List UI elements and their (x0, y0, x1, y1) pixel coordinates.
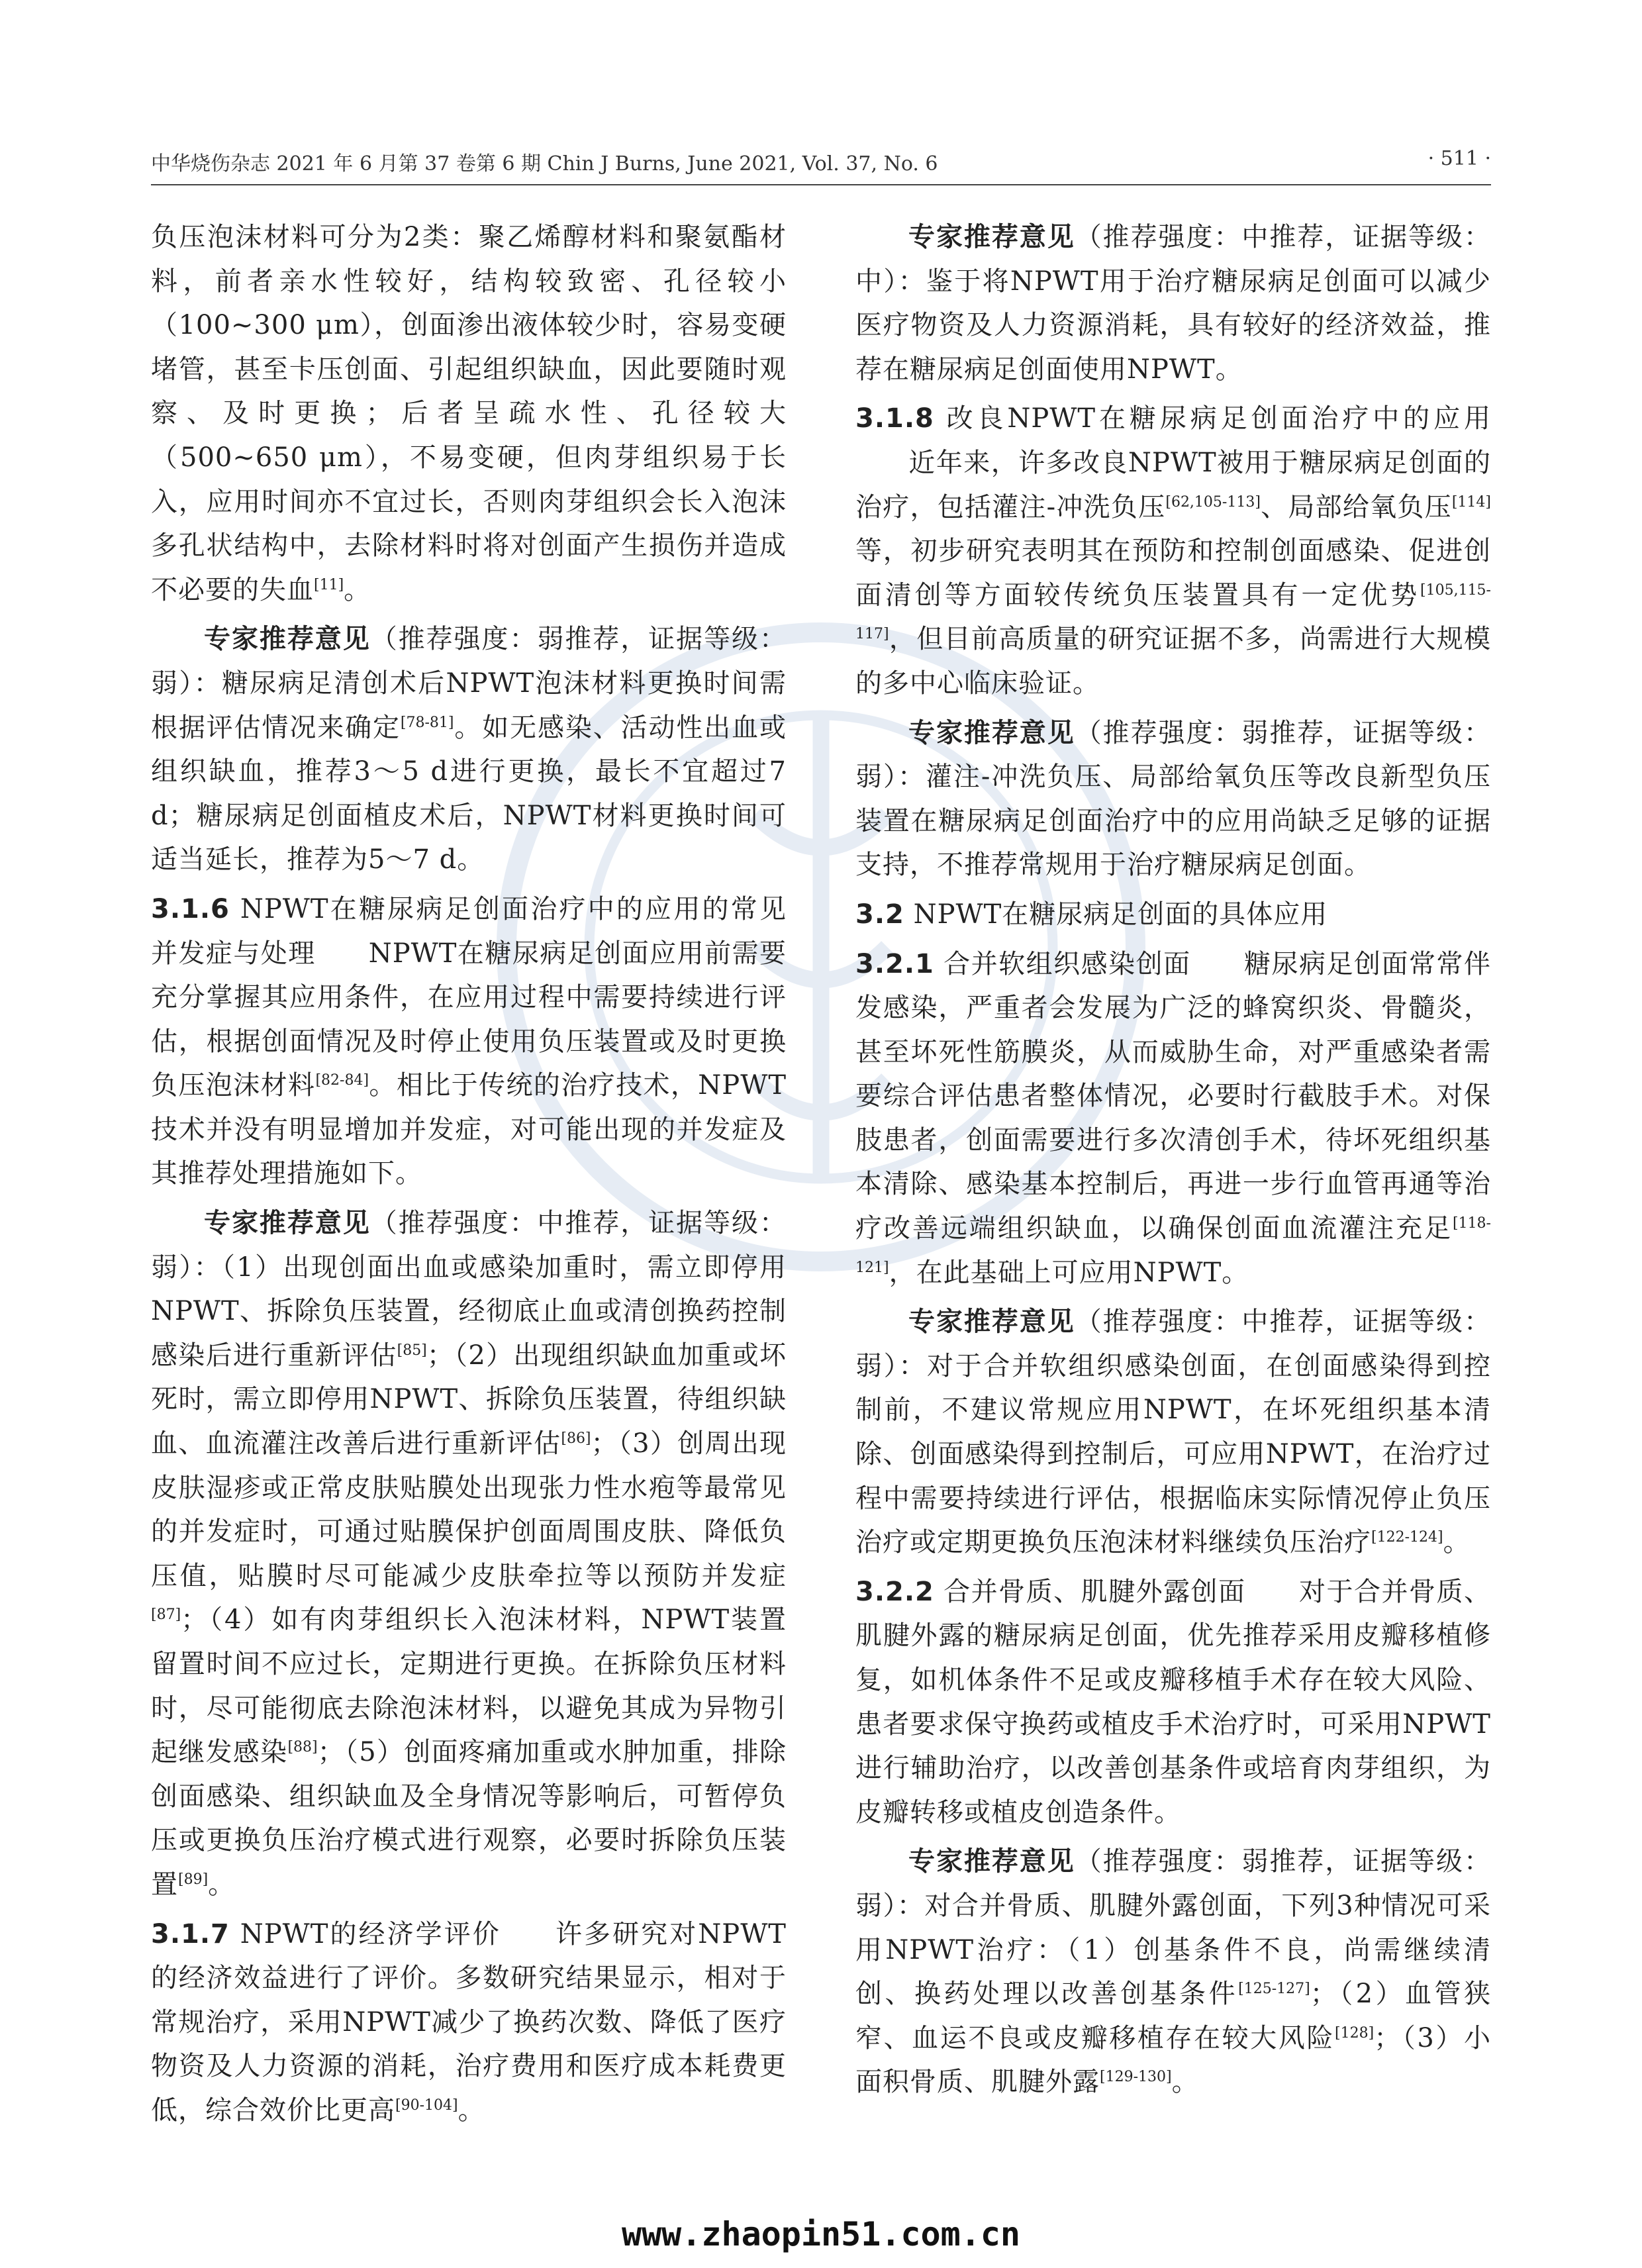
section-title: 合并骨质、肌腱外露创面 (943, 1576, 1246, 1607)
running-header (151, 147, 1491, 180)
section-number: 3.1.7 (151, 1918, 230, 1949)
citation: [11] (314, 576, 344, 593)
citation: [85] (397, 1342, 427, 1359)
section-3-2-heading (855, 893, 1491, 937)
section-title: 合并软组织感染创面 (943, 948, 1191, 979)
citation: [118-121] (855, 1215, 1491, 1276)
footer-url: www.zhaopin51.com.cn (621, 2215, 1021, 2253)
recommendation-label: 专家推荐意见 (908, 717, 1075, 748)
expert-recommendation: 专家推荐意见（推荐强度：弱推荐，证据等级：弱）：糖尿病足清创术后NPWT泡沫材料更换时间需根据评估情况来确定[78-81]。如无感染、活动性出血或组织缺血，推荐3～5 d进行更换，最长不宜超过7 d；糖尿病足创面植皮术后，NPWT材料更换时间可适当延长，推荐为5～7 d。 (151, 624, 787, 875)
expert-recommendation: 专家推荐意见（推荐强度：中推荐，证据等级：弱）：（1）出现创面出血或感染加重时，需立即停用NPWT、拆除负压装置，经彻底止血或清创换药控制感染后进行重新评估[85]；（2）出现组织缺血加重或坏死时，需立即停用NPWT、拆除负压装置，待组织缺血、血流灌注改善后进行重新评估[86]；（3）创周出现皮肤湿疹或正常皮肤贴膜处出现张力性水疱等最常见的并发症时，可通过贴膜保护创面周围皮肤、降低负压值，贴膜时尽可能减少皮肤牵拉等以预防并发症[87]；（4）如有肉芽组织长入泡沫材料，NPWT装置留置时间不应过长，定期进行更换。在拆除负压材料时，尽可能彻底去除泡沫材料，以避免其成为异物引起继发感染[88]；（5）创面疼痛加重或水肿加重，排除创面感染、组织缺血及全身情况等影响后，可暂停负压或更换负压治疗模式进行观察，必要时拆除负压装置[89]。 (151, 1208, 787, 1900)
header-rule (151, 184, 1491, 185)
expert-recommendation: 专家推荐意见（推荐强度：弱推荐，证据等级：弱）：灌注-冲洗负压、局部给氧负压等改良新型负压装置在糖尿病足创面治疗中的应用尚缺乏足够的证据支持，不推荐常规用于治疗糖尿病足创面。 (855, 717, 1492, 881)
section-number: 3.1.8 (855, 403, 934, 434)
section-3-2-1: 3.2.1 合并软组织感染创面 糖尿病足创面常常伴发感染，严重者会发展为广泛的蜂窝织炎、骨髓炎，甚至坏死性筋膜炎，从而威胁生命，对严重感染者需要综合评估患者整体情况，必要时行截肢手术。对保肢患者，创面需要进行多次清创手术，待坏死组织基本清除、感染基本控制后，再进一步行血管再通等治疗改善远端组织缺血，以确保创面血流灌注充足[118-121]，在此基础上可应用NPWT。 (855, 948, 1492, 1288)
section-title: NPWT在糖尿病足创面治疗中的应用的常见并发症与处理 (151, 893, 787, 969)
citation: [88] (287, 1739, 318, 1756)
section-number: 3.2.2 (855, 1576, 934, 1607)
section-number: 3.2 (855, 899, 904, 930)
citation: [114] (1451, 493, 1492, 511)
expert-recommendation: 专家推荐意见（推荐强度：弱推荐，证据等级：弱）：对合并骨质、肌腱外露创面，下列3种情况可采用NPWT治疗：（1）创基条件不良，尚需继续清创、换药处理以改善创基条件[125-127]；（2）血管狭窄、血运不良或皮瓣移植存在较大风险[128]；（3）小面积骨质、肌腱外露[129-130]。 (855, 1846, 1492, 2098)
citation: [89] (178, 1871, 209, 1888)
citation: [129-130] (1100, 2069, 1172, 2086)
recommendation-label: 专家推荐意见 (204, 624, 371, 655)
citation: [105,115-117] (855, 581, 1491, 643)
citation: [62,105-113] (1165, 493, 1261, 511)
citation: [78-81] (400, 714, 454, 731)
citation: [128] (1335, 2024, 1375, 2042)
recommendation-label: 专家推荐意见 (908, 1846, 1075, 1877)
section-3-2-2: 3.2.2 合并骨质、肌腱外露创面 对于合并骨质、肌腱外露的糖尿病足创面，优先推荐采用皮瓣移植修复，如机体条件不足或皮瓣移植手术存在较大风险、患者要求保守换药或植皮手术治疗时，可采用NPWT进行辅助治疗，以改善创基条件或培育肉芽组织，为皮瓣转移或植皮创造条件。 (855, 1576, 1492, 1828)
left-column (151, 215, 787, 2138)
citation: [125-127] (1238, 1981, 1310, 1998)
journal-citation: 中华烧伤杂志 2021 年 6 月第 37 卷第 6 期 Chin J Burns, June 2021, Vol. 37, No. 6 (151, 152, 938, 175)
citation: [122-124] (1371, 1529, 1443, 1546)
recommendation-label: 专家推荐意见 (908, 222, 1075, 252)
citation: [82-84] (315, 1072, 369, 1089)
citation: [90-104] (395, 2096, 458, 2114)
expert-recommendation: 专家推荐意见（推荐强度：中推荐，证据等级：中）：鉴于将NPWT用于治疗糖尿病足创面可以减少医疗物资及人力资源消耗，具有较好的经济效益，推荐在糖尿病足创面使用NPWT。 (855, 222, 1492, 385)
right-column (855, 215, 1491, 2110)
paragraph-foam-materials: 负压泡沫材料可分为2类：聚乙烯醇材料和聚氨酯材料，前者亲水性较好，结构较致密、孔径较小（100~300 μm），创面渗出液体较少时，容易变硬堵管，甚至卡压创面、引起组织缺血，因此要随时观察、及时更换；后者呈疏水性、孔径较大（500~650 μm），不易变硬，但肉芽组织易于长入，应用时间亦不宜过长，否则肉芽组织会长入泡沫多孔状结构中，去除材料时将对创面产生损伤并造成不必要的失血[11]。 (151, 222, 787, 605)
section-number: 3.2.1 (855, 948, 934, 979)
citation: [86] (561, 1430, 591, 1448)
section-3-1-8: 3.1.8 改良NPWT在糖尿病足创面治疗中的应用近年来，许多改良NPWT被用于糖尿病足创面的治疗，包括灌注-冲洗负压[62,105-113]、局部给氧负压[114]等，初步研究表明其在预防和控制创面感染、促进创面清创等方面较传统负压装置具有一定优势[105,115-117]，但目前高质量的研究证据不多，尚需进行大规模的多中心临床验证。 (855, 403, 1492, 699)
page-number: · 511 · (1427, 147, 1491, 170)
recommendation-label: 专家推荐意见 (204, 1208, 371, 1239)
section-title: NPWT的经济学评价 (240, 1918, 501, 1949)
section-3-1-7: 3.1.7 NPWT的经济学评价 许多研究对NPWT的经济效益进行了评价。多数研究结果显示，相对于常规治疗，采用NPWT减少了换药次数、降低了医疗物资及人力资源的消耗，治疗费用和医疗成本耗费更低，综合效价比更高[90-104]。 (151, 1918, 787, 2126)
section-title: NPWT在糖尿病足创面的具体应用 (913, 899, 1328, 930)
citation: [87] (151, 1606, 181, 1624)
section-title: 改良NPWT在糖尿病足创面治疗中的应用 (946, 403, 1491, 434)
recommendation-label: 专家推荐意见 (908, 1307, 1075, 1338)
section-3-1-6: 3.1.6 NPWT在糖尿病足创面治疗中的应用的常见并发症与处理 NPWT在糖尿病足创面应用前需要充分掌握其应用条件，在应用过程中需要持续进行评估，根据创面情况及时停止使用负压装置或及时更换负压泡沫材料[82-84]。相比于传统的治疗技术，NPWT技术并没有明显增加并发症，对可能出现的并发症及其推荐处理措施如下。 (151, 893, 787, 1189)
section-number: 3.1.6 (151, 893, 230, 924)
expert-recommendation: 专家推荐意见（推荐强度：中推荐，证据等级：弱）：对于合并软组织感染创面，在创面感染得到控制前，不建议常规应用NPWT，在坏死组织基本清除、创面感染得到控制后，可应用NPWT，在治疗过程中需要持续进行评估，根据临床实际情况停止负压治疗或定期更换负压泡沫材料继续负压治疗[122-124]。 (855, 1307, 1492, 1558)
